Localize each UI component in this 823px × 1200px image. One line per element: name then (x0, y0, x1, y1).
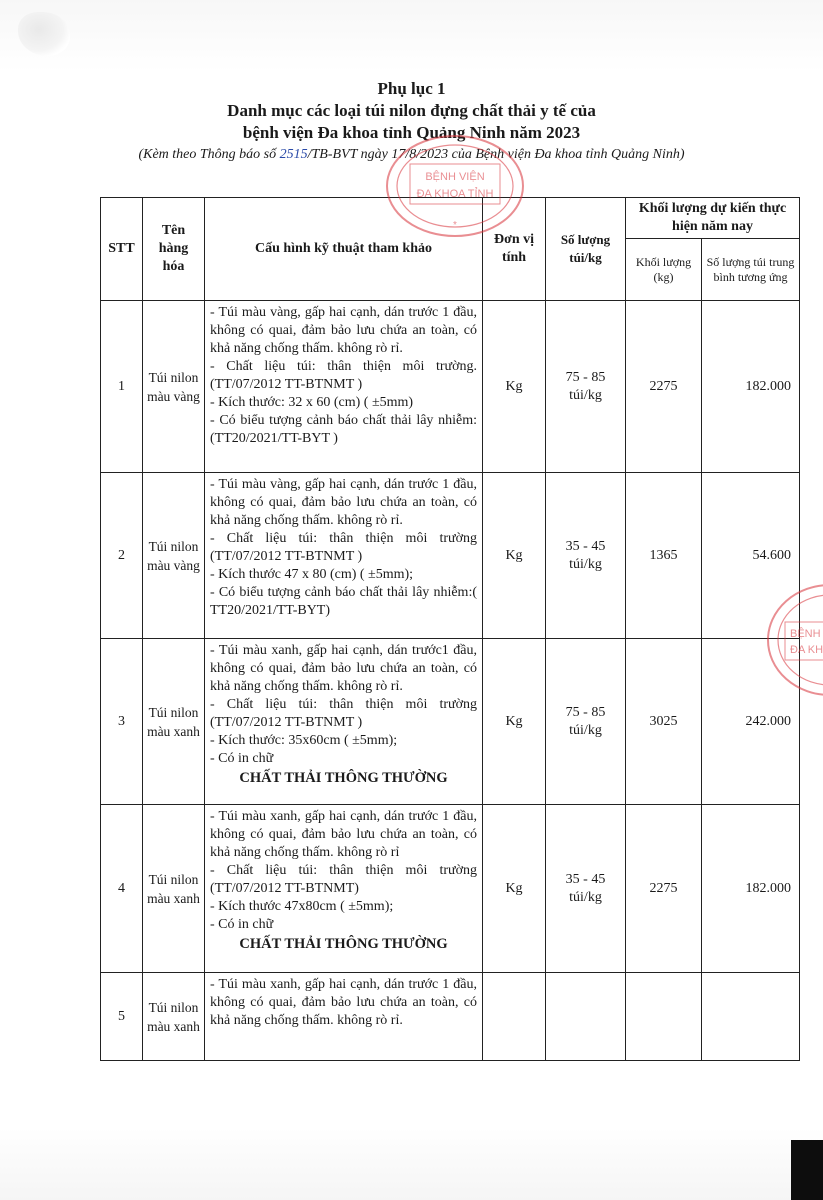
col-header-name: Tên hàng hóa (143, 198, 205, 301)
col-header-bags: Số lượng túi trung bình tương ứng (702, 239, 800, 301)
cell-unit: Kg (483, 301, 546, 473)
cell-bags: 182.000 (702, 805, 800, 973)
cell-weight: 3025 (626, 639, 702, 805)
document-title-line1: Danh mục các loại túi nilon đựng chất thải y tế của (227, 101, 596, 120)
table-row (101, 473, 800, 639)
cell-unit: Kg (483, 473, 546, 639)
spec-line: - Kích thước: 32 x 60 (cm) ( ±5mm) (210, 395, 414, 410)
spec-line: - Túi màu xanh, gấp hai cạnh, dán trước 1 đầu, không có quai, đảm bảo lưu chứa an toàn, có khả năng chống thấm. không rò rỉ. (210, 977, 477, 1028)
cell-stt: 4 (101, 805, 143, 973)
table-row (101, 639, 800, 805)
spec-line: - Có biểu tượng cảnh báo chất thải lây nhiễm: (TT20/2021/TT-BYT ) (210, 413, 477, 446)
cell-qty: 75 - 85 túi/kg (546, 639, 626, 805)
col-header-group: Khối lượng dự kiến thực hiện năm nay (626, 198, 800, 239)
cell-weight: 2275 (626, 805, 702, 973)
spec-line: - Có biểu tượng cảnh báo chất thải lây nhiễm:( TT20/2021/TT-BYT) (210, 585, 477, 618)
cell-weight (626, 973, 702, 1061)
cell-spec (205, 473, 483, 639)
cell-qty: 35 - 45 túi/kg (546, 805, 626, 973)
cell-name: Túi nilon màu vàng (143, 301, 205, 473)
cell-bags: 54.600 (702, 473, 800, 639)
cell-spec (205, 639, 483, 805)
cell-name: Túi nilon màu vàng (143, 473, 205, 639)
cell-spec (205, 805, 483, 973)
cell-spec (205, 301, 483, 473)
svg-text:BỆNH VIỆN: BỆNH VIỆN (425, 171, 485, 183)
cell-stt: 5 (101, 973, 143, 1061)
col-header-spec: Cấu hình kỹ thuật tham khảo (205, 198, 483, 301)
spec-line: - Chất liệu túi: thân thiện môi trường (TT/07/2012 TT-BTNMT) (210, 863, 477, 896)
table-row (101, 301, 800, 473)
cell-spec (205, 973, 483, 1061)
cell-name: Túi nilon màu xanh (143, 805, 205, 973)
document-header (0, 78, 823, 165)
spec-line: - Chất liệu túi: thân thiện môi trường. (TT/07/2012 TT-BTNMT ) (210, 359, 477, 392)
document-title-line2: bệnh viện Đa khoa tỉnh Quảng Ninh năm 2023 (242, 123, 581, 142)
spec-line: - Có in chữ (210, 751, 274, 766)
subtitle-prefix: (Kèm theo Thông báo số (138, 147, 280, 162)
spec-line: - Có in chữ (210, 917, 274, 932)
cell-name: Túi nilon màu xanh (143, 973, 205, 1061)
cell-unit: Kg (483, 639, 546, 805)
appendix-title: Phụ lục 1 (377, 79, 446, 98)
cell-bags: 182.000 (702, 301, 800, 473)
spec-line: - Túi màu vàng, gấp hai cạnh, dán trước 1 đầu, không có quai, đảm bảo lưu chứa an toàn, có khả năng chống thấm. không rò rỉ. (210, 305, 477, 356)
cell-stt: 3 (101, 639, 143, 805)
cell-qty: 75 - 85 túi/kg (546, 301, 626, 473)
printed-text-caps: CHẤT THẢI THÔNG THƯỜNG (239, 770, 448, 786)
cell-weight: 1365 (626, 473, 702, 639)
col-header-unit: Đơn vị tính (483, 198, 546, 301)
spec-line: - Túi màu vàng, gấp hai cạnh, dán trước 1 đầu, không có quai, đảm bảo lưu chứa an toàn, có khả năng chống thấm. không rò rỉ. (210, 477, 477, 528)
spec-line: - Kích thước 47x80cm ( ±5mm); (210, 899, 394, 914)
spec-line: - Kích thước: 35x60cm ( ±5mm); (210, 733, 398, 748)
cell-weight: 2275 (626, 301, 702, 473)
header-row (101, 198, 800, 239)
cell-qty: 35 - 45 túi/kg (546, 473, 626, 639)
spec-line: - Chất liệu túi: thân thiện môi trường (TT/07/2012 TT-BTNMT ) (210, 697, 477, 730)
svg-text:ĐA KH: ĐA KH (790, 644, 823, 656)
table-row (101, 805, 800, 973)
cell-stt: 1 (101, 301, 143, 473)
col-header-weight: Khối lượng (kg) (626, 239, 702, 301)
col-header-qty: Số lượng túi/kg (546, 198, 626, 301)
cell-unit (483, 973, 546, 1061)
svg-text:*: * (453, 220, 457, 231)
handwritten-number: 2515 (279, 147, 308, 162)
scan-edge-shadow (791, 1140, 823, 1200)
svg-text:ĐA KHOA TỈNH: ĐA KHOA TỈNH (416, 188, 494, 200)
cell-qty (546, 973, 626, 1061)
spec-line: - Túi màu xanh, gấp hai cạnh, dán trước 1 đầu, không có quai, đảm bảo lưu chứa an toàn, có khả năng chống thấm. không rò rỉ (210, 809, 477, 860)
spec-line: - Túi màu xanh, gấp hai cạnh, dán trước1 đầu, không có quai, đảm bảo lưu chứa an toàn, có khả năng chống thấm. không rò rỉ. (210, 643, 477, 694)
subtitle-suffix: /TB-BVT ngày 17/8/2023 của Bệnh viện Đa khoa tỉnh Quảng Ninh) (307, 147, 685, 162)
waste-bag-table (100, 197, 800, 1061)
cell-name: Túi nilon màu xanh (143, 639, 205, 805)
spec-line: - Chất liệu túi: thân thiện môi trường (TT/07/2012 TT-BTNMT ) (210, 531, 477, 564)
svg-text:BỆNH: BỆNH (790, 628, 821, 640)
cell-bags (702, 973, 800, 1061)
spec-line: - Kích thước 47 x 80 (cm) ( ±5mm); (210, 567, 414, 582)
table-row (101, 973, 800, 1061)
document-subtitle (0, 145, 823, 165)
printed-text-caps: CHẤT THẢI THÔNG THƯỜNG (239, 936, 448, 952)
cell-bags: 242.000 (702, 639, 800, 805)
col-header-stt: STT (101, 198, 143, 301)
cell-stt: 2 (101, 473, 143, 639)
cell-unit: Kg (483, 805, 546, 973)
